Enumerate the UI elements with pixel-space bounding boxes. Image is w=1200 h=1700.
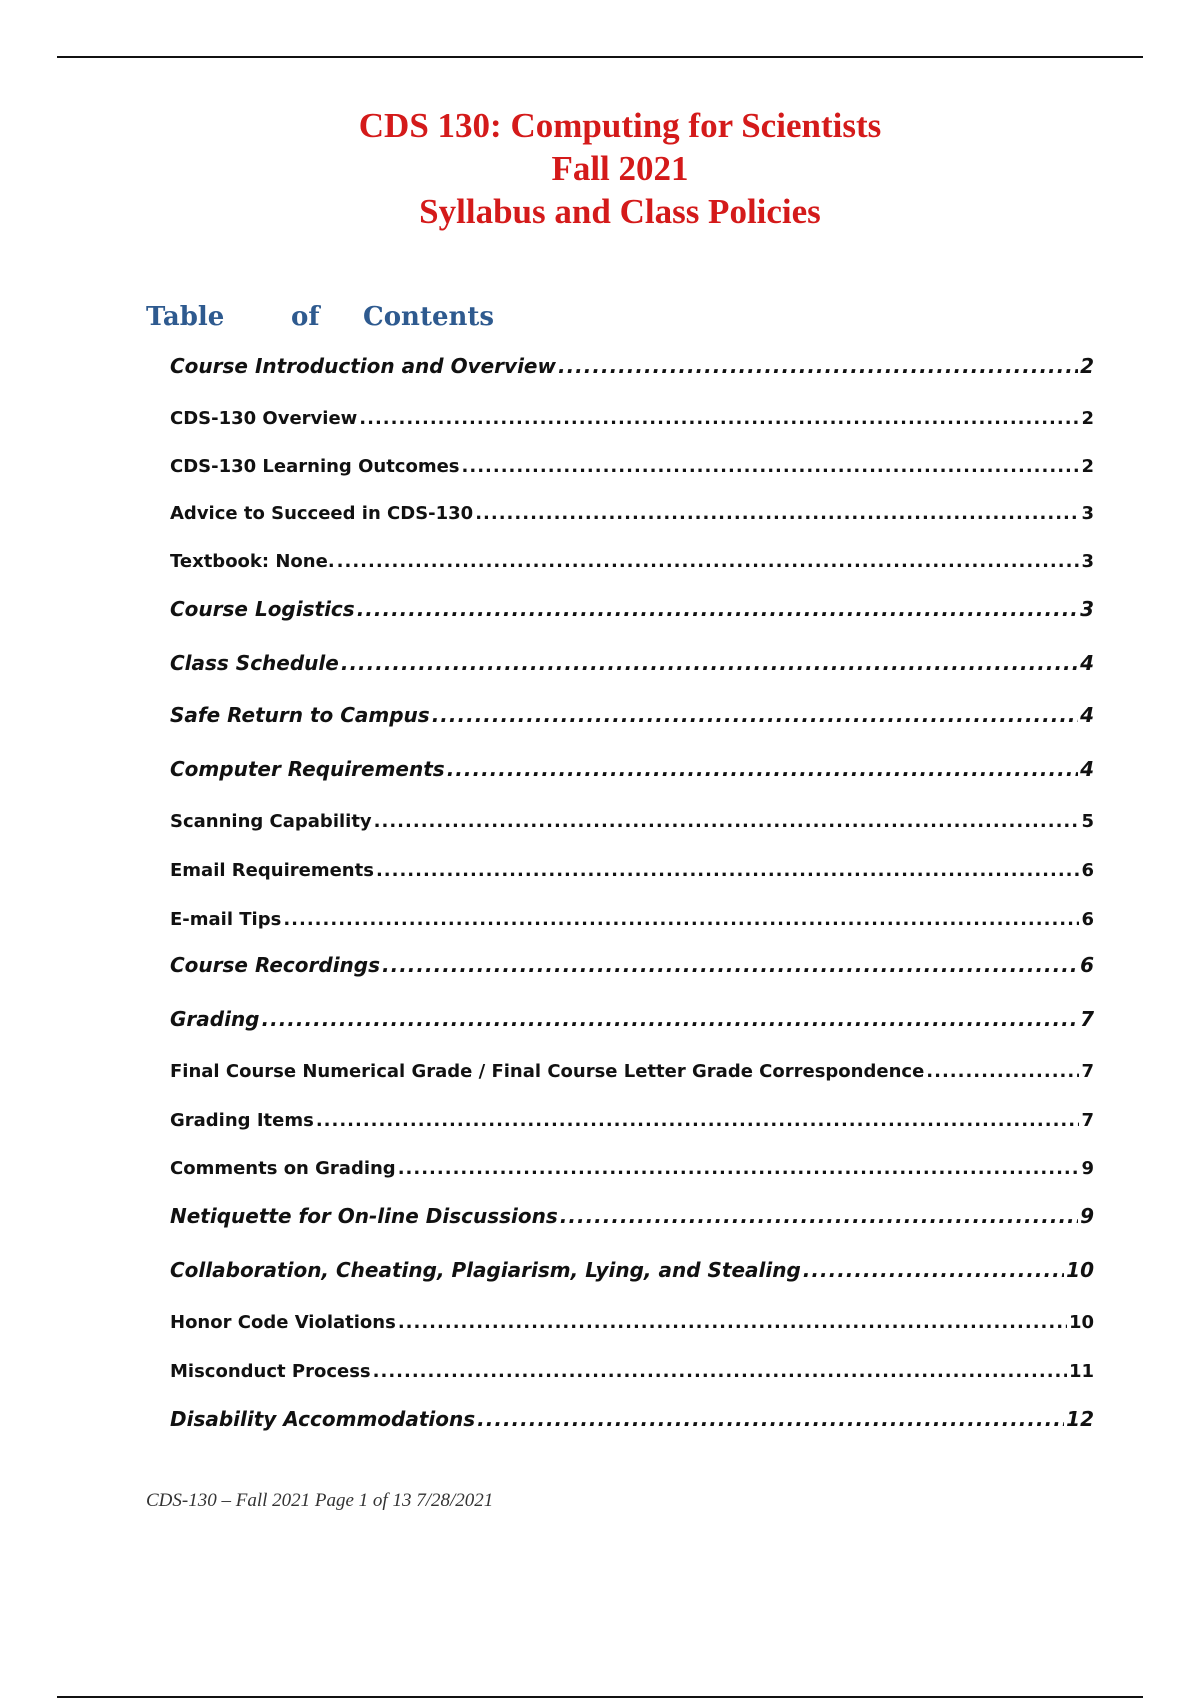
toc-entry-page: 6 xyxy=(1081,909,1094,930)
toc-entry[interactable] xyxy=(170,757,1094,781)
toc-entry-page: 3 xyxy=(1081,551,1094,572)
toc-entry-label: CDS-130 Overview xyxy=(170,408,358,429)
toc-entry[interactable] xyxy=(170,1158,1094,1179)
toc-entry-label: Scanning Capability xyxy=(170,811,372,832)
toc-entry[interactable] xyxy=(170,1312,1094,1333)
toc-leader-dots xyxy=(398,1158,1080,1179)
toc-entry-page: 2 xyxy=(1081,456,1094,477)
toc-entry[interactable] xyxy=(170,1007,1094,1031)
toc-entry[interactable] xyxy=(170,860,1094,881)
toc-entry-label: Honor Code Violations xyxy=(170,1312,396,1333)
toc-entry-label: Course Introduction and Overview xyxy=(170,354,556,378)
toc-leader-dots xyxy=(337,551,1080,572)
toc-entry-label: Advice to Succeed in CDS-130 xyxy=(170,503,474,524)
toc-entry[interactable] xyxy=(170,1204,1094,1228)
toc-entry-label: Safe Return to Campus xyxy=(170,703,430,727)
toc-leader-dots xyxy=(373,1361,1067,1382)
toc-leader-dots xyxy=(376,860,1080,881)
title-subtitle: Syllabus and Class Policies xyxy=(419,192,821,231)
toc-leader-dots xyxy=(926,1061,1079,1082)
toc-entry-page: 10 xyxy=(1068,1312,1094,1333)
toc-heading-word-contents: Contents xyxy=(363,302,495,332)
toc-entry[interactable] xyxy=(170,651,1094,675)
toc-entry-label: Email Requirements xyxy=(170,860,374,881)
toc-leader-dots xyxy=(477,1407,1064,1431)
toc-heading-word-table: Table xyxy=(146,302,225,332)
toc-leader-dots xyxy=(475,503,1079,524)
toc-leader-dots xyxy=(447,757,1078,781)
toc-entry-page: 4 xyxy=(1080,651,1094,675)
toc-leader-dots xyxy=(359,408,1079,429)
toc-leader-dots xyxy=(558,354,1078,378)
toc-leader-dots xyxy=(560,1204,1078,1228)
toc-entry-label: Misconduct Process xyxy=(170,1361,371,1382)
title-course: CDS 130: Computing for Scientists xyxy=(358,106,882,145)
toc-entry[interactable] xyxy=(170,1407,1094,1431)
toc-entry-label: Textbook: None. xyxy=(170,551,335,572)
toc-entry-page: 2 xyxy=(1081,408,1094,429)
toc-entry-page: 2 xyxy=(1080,354,1094,378)
toc-entry-label: CDS-130 Learning Outcomes xyxy=(170,456,460,477)
toc-entry[interactable] xyxy=(170,1361,1094,1382)
toc-entry-page: 6 xyxy=(1080,953,1094,977)
toc-leader-dots xyxy=(803,1258,1064,1282)
toc-entry[interactable] xyxy=(170,811,1094,832)
toc-entry[interactable] xyxy=(170,503,1094,524)
toc-entry-page: 7 xyxy=(1081,1061,1094,1082)
toc-leader-dots xyxy=(341,651,1078,675)
toc-entry-page: 9 xyxy=(1080,1204,1094,1228)
toc-heading xyxy=(146,302,494,332)
toc-entry-page: 5 xyxy=(1081,811,1094,832)
toc-entry[interactable] xyxy=(170,1258,1094,1282)
toc-leader-dots xyxy=(283,909,1079,930)
toc-entry-label: Comments on Grading xyxy=(170,1158,396,1179)
toc-entry-label: Collaboration, Cheating, Plagiarism, Lying, and Stealing xyxy=(170,1258,801,1282)
document-title xyxy=(0,104,1200,233)
toc-entry[interactable] xyxy=(170,456,1094,477)
toc-entry[interactable] xyxy=(170,953,1094,977)
toc-entry[interactable] xyxy=(170,354,1094,378)
toc-entry[interactable] xyxy=(170,1110,1094,1131)
toc-entry-label: Course Recordings xyxy=(170,953,381,977)
toc-entry-page: 3 xyxy=(1081,503,1094,524)
toc-entry-page: 7 xyxy=(1080,1007,1094,1031)
toc-entry-page: 3 xyxy=(1080,597,1094,621)
toc-entry-page: 10 xyxy=(1066,1258,1094,1282)
top-rule xyxy=(57,56,1143,58)
toc-leader-dots xyxy=(432,703,1078,727)
toc-entry-label: Netiquette for On-line Discussions xyxy=(170,1204,558,1228)
toc-leader-dots xyxy=(374,811,1080,832)
toc-leader-dots xyxy=(382,953,1078,977)
toc-entry-page: 11 xyxy=(1068,1361,1094,1382)
toc-entry-label: Final Course Numerical Grade / Final Course Letter Grade Correspondence xyxy=(170,1061,925,1082)
toc-entry[interactable] xyxy=(170,551,1094,572)
toc-leader-dots xyxy=(262,1007,1079,1031)
toc-entry-page: 6 xyxy=(1081,860,1094,881)
toc-entry[interactable] xyxy=(170,1061,1094,1082)
toc-heading-word-of: of xyxy=(291,302,320,332)
toc-entry[interactable] xyxy=(170,909,1094,930)
toc-entry-label: Grading xyxy=(170,1007,260,1031)
toc-entry[interactable] xyxy=(170,703,1094,727)
toc-entry-page: 12 xyxy=(1066,1407,1094,1431)
toc-entry-label: Course Logistics xyxy=(170,597,355,621)
toc-entry[interactable] xyxy=(170,597,1094,621)
toc-entry-page: 4 xyxy=(1080,703,1094,727)
toc-entry-page: 9 xyxy=(1081,1158,1094,1179)
toc-entry-page: 7 xyxy=(1081,1110,1094,1131)
bottom-rule xyxy=(57,1696,1143,1698)
toc-entry-label: Grading Items xyxy=(170,1110,314,1131)
toc-leader-dots xyxy=(316,1110,1080,1131)
title-term: Fall 2021 xyxy=(551,149,689,188)
toc-leader-dots xyxy=(462,456,1080,477)
toc-leader-dots xyxy=(398,1312,1067,1333)
toc-entry-label: Disability Accommodations xyxy=(170,1407,476,1431)
toc-entry-label: Class Schedule xyxy=(170,651,339,675)
toc-entry-page: 4 xyxy=(1080,757,1094,781)
toc-entry-label: E-mail Tips xyxy=(170,909,282,930)
toc-entry-label: Computer Requirements xyxy=(170,757,445,781)
toc-leader-dots xyxy=(357,597,1078,621)
toc-entry[interactable] xyxy=(170,408,1094,429)
page-footer: CDS-130 – Fall 2021 Page 1 of 13 7/28/2021 xyxy=(146,1490,494,1511)
